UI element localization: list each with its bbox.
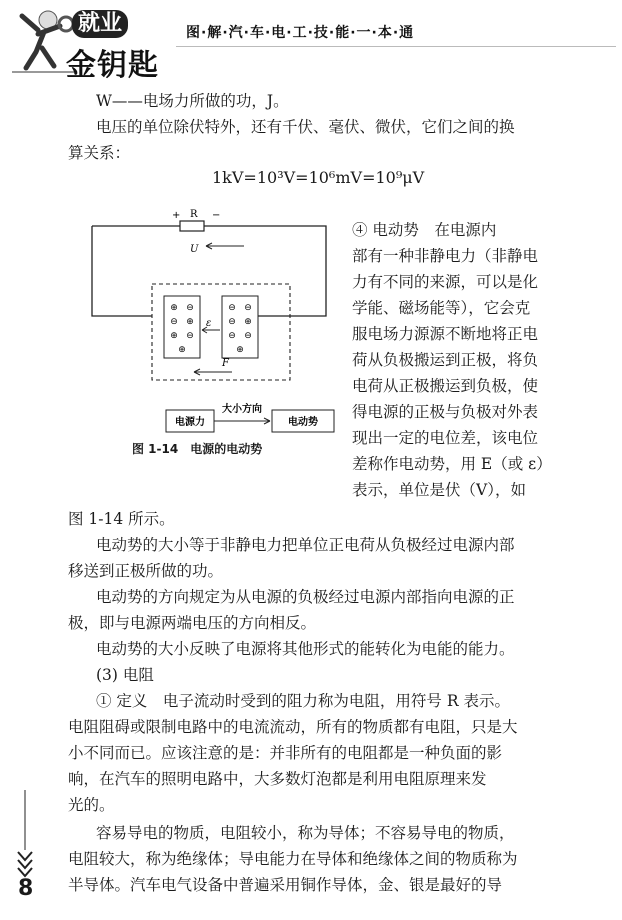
resistor-label: R — [190, 209, 198, 220]
logo-main-text: 金钥匙 — [66, 48, 159, 83]
side-text-line: 差称作电动势，用 E（或 ε） — [352, 455, 552, 473]
svg-text:⊕: ⊕ — [186, 317, 194, 327]
voltage-arrow — [206, 243, 244, 249]
side-text-line: ④ 电动势 在电源内 — [352, 221, 497, 239]
relation-arrow — [214, 418, 270, 424]
svg-text:⊖: ⊖ — [228, 303, 236, 313]
header-rule — [176, 46, 616, 47]
side-text-line: 表示，单位是伏（V），如 — [352, 481, 526, 499]
svg-text:⊖: ⊖ — [186, 331, 194, 341]
text-line: 小不同而已。应该注意的是：并非所有的电阻都是一种负面的影 — [68, 744, 503, 762]
svg-text:⊖: ⊖ — [228, 331, 236, 341]
page-number: 8 — [18, 876, 34, 901]
side-text-line: 学能、磁场能等），它会克 — [352, 299, 531, 317]
logo-top-text: 就业 — [72, 10, 128, 38]
force-arrow — [194, 369, 232, 375]
side-text-line: 荷从负极搬运到正极，将负 — [352, 351, 539, 369]
text-line: 移送到正极所做的功。 — [68, 562, 224, 580]
svg-text:⊕: ⊕ — [244, 317, 252, 327]
text-line: 电动势的大小反映了电源将其他形式的能转化为电能的能力。 — [96, 640, 515, 658]
section-heading: (3) 电阻 — [96, 666, 154, 684]
side-text-line: 力有不同的来源，可以是化 — [352, 273, 539, 291]
text-line: ① 定义 电子流动时受到的阻力称为电阻，用符号 R 表示。 — [96, 692, 510, 710]
series-title: 图·解·汽·车·电·工·技·能·一·本·通 — [186, 25, 415, 41]
text-line: 电动势的大小等于非静电力把单位正电荷从负极经过电源内部 — [96, 536, 515, 554]
emf-box-label: 电动势 — [288, 417, 318, 428]
unit-formula: 1kV=10³V=10⁶mV=10⁹μV — [212, 168, 425, 187]
text-line: W——电场力所做的功，J。 — [96, 92, 289, 110]
text-line: 算关系： — [68, 144, 131, 162]
minus-label: − — [212, 210, 221, 221]
svg-text:⊖: ⊖ — [228, 317, 236, 327]
svg-text:⊖: ⊖ — [186, 303, 194, 313]
text-line: 电阻较大，称为绝缘体；导电能力在导体和绝缘体之间的物质称为 — [68, 850, 518, 868]
relation-label: 大小方向 — [222, 404, 262, 415]
text-line: 半导体。汽车电气设备中普遍采用铜作导体，金、银是最好的导 — [68, 876, 503, 894]
side-text-line: 现出一定的电位差，该电位 — [352, 429, 539, 447]
source-force-label: 电源力 — [175, 417, 205, 428]
figure-caption: 图 1-14 电源的电动势 — [132, 442, 263, 456]
svg-text:⊖: ⊖ — [244, 331, 252, 341]
svg-text:⊕: ⊕ — [170, 303, 178, 313]
svg-text:⊖: ⊖ — [244, 303, 252, 313]
text-line: 容易导电的物质，电阻较小，称为导体；不容易导电的物质， — [96, 824, 515, 842]
text-line: 电动势的方向规定为从电源的负极经过电源内部指向电源的正 — [96, 588, 515, 606]
svg-text:⊕: ⊕ — [236, 345, 244, 355]
svg-text:⊕: ⊕ — [178, 345, 186, 355]
resistor-symbol — [180, 221, 204, 231]
side-text-line: 得电源的正极与负极对外表 — [352, 403, 539, 421]
svg-text:⊕: ⊕ — [170, 331, 178, 341]
text-line: 图 1-14 所示。 — [68, 510, 175, 528]
voltage-label: U — [190, 244, 199, 255]
text-line: 响，在汽车的照明电路中，大多数灯泡都是利用电阻原理来发 — [68, 770, 487, 788]
side-text-line: 部有一种非静电力（非静电 — [352, 247, 539, 265]
svg-text:⊖: ⊖ — [170, 317, 178, 327]
side-text-line: 服电场力源源不断地将正电 — [352, 325, 539, 343]
page-header — [0, 0, 622, 88]
emf-diagram — [72, 206, 344, 462]
text-line: 极，即与电源两端电压的方向相反。 — [68, 614, 317, 632]
plus-label: + — [172, 210, 181, 221]
text-line: 光的。 — [68, 796, 115, 814]
text-line: 电压的单位除伏特外，还有千伏、毫伏、微伏，它们之间的换 — [96, 118, 515, 136]
side-text-line: 电荷从正极搬运到负极，使 — [352, 377, 539, 395]
emf-symbol-label: ε — [206, 318, 212, 329]
circuit-wire — [92, 226, 326, 316]
text-line: 电阻阻碍或限制电路中的电流流动，所有的物质都有电阻，只是大 — [68, 718, 518, 736]
force-label: F — [222, 358, 229, 369]
